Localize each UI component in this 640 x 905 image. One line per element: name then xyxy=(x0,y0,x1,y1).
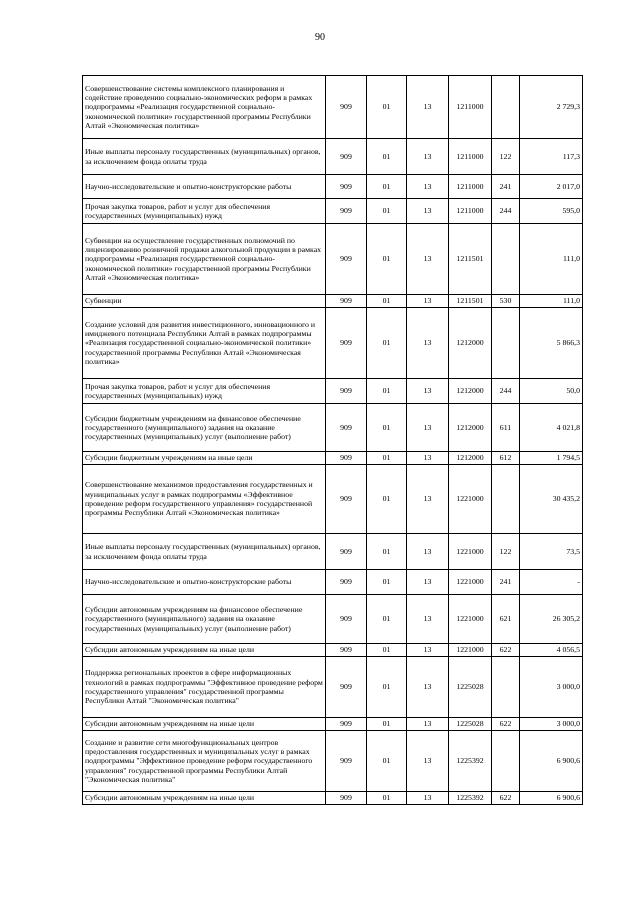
table-row xyxy=(83,379,583,404)
amount: 3 000,0 xyxy=(520,718,583,731)
row-name: Субсидии автономным учреждениям на финансовое обеспечение государственного (муниципального) задания на оказание государственных (муниципальных) услуг (выполнение работ) xyxy=(83,595,326,644)
expense-type-code: 611 xyxy=(492,404,520,452)
target-code: 1212000 xyxy=(449,404,492,452)
row-name: Субсидии бюджетным учреждениям на финансовое обеспечение государственного (муниципального) задания на оказание государственных (муниципальных) услуг (выполнение работ) xyxy=(83,404,326,452)
row-name: Иные выплаты персоналу государственных (муниципальных) органов, за исключением фонда оплаты труда xyxy=(83,139,326,175)
section-code: 01 xyxy=(367,465,407,534)
ministry-code: 909 xyxy=(326,657,367,718)
ministry-code: 909 xyxy=(326,295,367,308)
subsection-code: 13 xyxy=(407,139,449,175)
amount: 1 794,5 xyxy=(520,452,583,465)
ministry-code: 909 xyxy=(326,175,367,199)
ministry-code: 909 xyxy=(326,224,367,295)
expense-type-code: 122 xyxy=(492,139,520,175)
row-name: Совершенствование механизмов предоставления государственных и муниципальных услуг в рамках подпрограммы «Эффективное проведение реформ государственного управления» государственной программы Республики Алтай «Экономическая политика» xyxy=(83,465,326,534)
target-code: 1212000 xyxy=(449,379,492,404)
amount: 3 000,0 xyxy=(520,657,583,718)
subsection-code: 13 xyxy=(407,379,449,404)
target-code: 1211000 xyxy=(449,175,492,199)
row-name: Научно-исследовательские и опытно-конструкторские работы xyxy=(83,175,326,199)
subsection-code: 13 xyxy=(407,224,449,295)
section-code: 01 xyxy=(367,404,407,452)
ministry-code: 909 xyxy=(326,465,367,534)
subsection-code: 13 xyxy=(407,644,449,657)
expense-type-code: 530 xyxy=(492,295,520,308)
ministry-code: 909 xyxy=(326,731,367,792)
section-code: 01 xyxy=(367,644,407,657)
row-name: Иные выплаты персоналу государственных (муниципальных) органов, за исключением фонда оплаты труда xyxy=(83,534,326,570)
expense-type-code: 122 xyxy=(492,534,520,570)
section-code: 01 xyxy=(367,534,407,570)
subsection-code: 13 xyxy=(407,308,449,379)
subsection-code: 13 xyxy=(407,175,449,199)
amount: 2 017,0 xyxy=(520,175,583,199)
table-row xyxy=(83,595,583,644)
row-name: Прочая закупка товаров, работ и услуг для обеспечения государственных (муниципальных) нужд xyxy=(83,379,326,404)
amount: 6 900,6 xyxy=(520,731,583,792)
target-code: 1225392 xyxy=(449,792,492,805)
table-row xyxy=(83,792,583,805)
table-row xyxy=(83,718,583,731)
subsection-code: 13 xyxy=(407,657,449,718)
section-code: 01 xyxy=(367,224,407,295)
ministry-code: 909 xyxy=(326,792,367,805)
row-name: Создание и развитие сети многофункциональных центров предоставления государственных и муниципальных услуг в рамках подпрограммы "Эффективное проведение реформ государственного управления" государственной программы Республики Алтай "Экономическая политика" xyxy=(83,731,326,792)
amount: 111,0 xyxy=(520,295,583,308)
ministry-code: 909 xyxy=(326,199,367,224)
target-code: 1212000 xyxy=(449,308,492,379)
section-code: 01 xyxy=(367,792,407,805)
expense-type-code: 622 xyxy=(492,644,520,657)
target-code: 1221000 xyxy=(449,595,492,644)
section-code: 01 xyxy=(367,570,407,595)
amount: 595,0 xyxy=(520,199,583,224)
expense-type-code xyxy=(492,731,520,792)
target-code: 1221000 xyxy=(449,465,492,534)
table-row xyxy=(83,452,583,465)
section-code: 01 xyxy=(367,199,407,224)
target-code: 1225028 xyxy=(449,657,492,718)
subsection-code: 13 xyxy=(407,718,449,731)
expense-type-code xyxy=(492,308,520,379)
table-row xyxy=(83,465,583,534)
amount: 5 866,3 xyxy=(520,308,583,379)
amount: 50,0 xyxy=(520,379,583,404)
table-row xyxy=(83,731,583,792)
target-code: 1211501 xyxy=(449,224,492,295)
section-code: 01 xyxy=(367,718,407,731)
ministry-code: 909 xyxy=(326,718,367,731)
expense-type-code: 241 xyxy=(492,570,520,595)
subsection-code: 13 xyxy=(407,595,449,644)
page-number: 90 xyxy=(315,32,325,43)
amount: 73,5 xyxy=(520,534,583,570)
ministry-code: 909 xyxy=(326,76,367,139)
amount: 4 056,5 xyxy=(520,644,583,657)
section-code: 01 xyxy=(367,139,407,175)
table-row xyxy=(83,308,583,379)
row-name: Научно-исследовательские и опытно-конструкторские работы xyxy=(83,570,326,595)
expense-type-code: 621 xyxy=(492,595,520,644)
expense-type-code: 622 xyxy=(492,792,520,805)
row-name: Субвенции xyxy=(83,295,326,308)
table-row xyxy=(83,404,583,452)
section-code: 01 xyxy=(367,175,407,199)
subsection-code: 13 xyxy=(407,199,449,224)
section-code: 01 xyxy=(367,595,407,644)
table-row xyxy=(83,534,583,570)
table-row xyxy=(83,224,583,295)
expense-type-code: 622 xyxy=(492,718,520,731)
amount: 4 021,8 xyxy=(520,404,583,452)
table-row xyxy=(83,295,583,308)
target-code: 1225392 xyxy=(449,731,492,792)
subsection-code: 13 xyxy=(407,452,449,465)
section-code: 01 xyxy=(367,295,407,308)
amount: 26 305,2 xyxy=(520,595,583,644)
ministry-code: 909 xyxy=(326,379,367,404)
target-code: 1211000 xyxy=(449,76,492,139)
ministry-code: 909 xyxy=(326,534,367,570)
subsection-code: 13 xyxy=(407,295,449,308)
expense-type-code xyxy=(492,76,520,139)
target-code: 1221000 xyxy=(449,534,492,570)
section-code: 01 xyxy=(367,657,407,718)
subsection-code: 13 xyxy=(407,792,449,805)
table-row xyxy=(83,199,583,224)
row-name: Субсидии автономным учреждениям на иные цели xyxy=(83,792,326,805)
expense-type-code: 244 xyxy=(492,199,520,224)
subsection-code: 13 xyxy=(407,404,449,452)
target-code: 1211501 xyxy=(449,295,492,308)
row-name: Поддержка региональных проектов в сфере информационных технологий в рамках подпрограммы "Эффективное проведение реформ государственного управления" государственной программы Республики Алтай "Экономическая политика" xyxy=(83,657,326,718)
table-row xyxy=(83,657,583,718)
row-name: Субсидии бюджетным учреждениям на иные цели xyxy=(83,452,326,465)
subsection-code: 13 xyxy=(407,731,449,792)
ministry-code: 909 xyxy=(326,452,367,465)
subsection-code: 13 xyxy=(407,570,449,595)
amount: - xyxy=(520,570,583,595)
target-code: 1211000 xyxy=(449,199,492,224)
ministry-code: 909 xyxy=(326,308,367,379)
target-code: 1225028 xyxy=(449,718,492,731)
budget-table xyxy=(82,75,583,805)
expense-type-code xyxy=(492,657,520,718)
row-name: Прочая закупка товаров, работ и услуг для обеспечения государственных (муниципальных) нужд xyxy=(83,199,326,224)
expense-type-code xyxy=(492,465,520,534)
section-code: 01 xyxy=(367,308,407,379)
amount: 30 435,2 xyxy=(520,465,583,534)
row-name: Субсидии автономным учреждениям на иные цели xyxy=(83,644,326,657)
expense-type-code: 244 xyxy=(492,379,520,404)
expense-type-code xyxy=(492,224,520,295)
table-row xyxy=(83,644,583,657)
row-name: Субсидии автономным учреждениям на иные цели xyxy=(83,718,326,731)
amount: 2 729,3 xyxy=(520,76,583,139)
expense-type-code: 241 xyxy=(492,175,520,199)
table-row xyxy=(83,175,583,199)
ministry-code: 909 xyxy=(326,404,367,452)
ministry-code: 909 xyxy=(326,644,367,657)
section-code: 01 xyxy=(367,731,407,792)
target-code: 1211000 xyxy=(449,139,492,175)
target-code: 1221000 xyxy=(449,644,492,657)
subsection-code: 13 xyxy=(407,76,449,139)
target-code: 1212000 xyxy=(449,452,492,465)
subsection-code: 13 xyxy=(407,534,449,570)
section-code: 01 xyxy=(367,452,407,465)
target-code: 1221000 xyxy=(449,570,492,595)
ministry-code: 909 xyxy=(326,595,367,644)
amount: 6 900,6 xyxy=(520,792,583,805)
table-row xyxy=(83,570,583,595)
row-name: Создание условий для развития инвестиционного, инновационного и имиджевого потенциала Республики Алтай в рамках подпрограммы «Реализация государственной социально-экономической политики» государственной программы Республики Алтай «Экономическая политика» xyxy=(83,308,326,379)
amount: 117,3 xyxy=(520,139,583,175)
table-row xyxy=(83,76,583,139)
ministry-code: 909 xyxy=(326,570,367,595)
subsection-code: 13 xyxy=(407,465,449,534)
section-code: 01 xyxy=(367,76,407,139)
expense-type-code: 612 xyxy=(492,452,520,465)
amount: 111,0 xyxy=(520,224,583,295)
section-code: 01 xyxy=(367,379,407,404)
table-row xyxy=(83,139,583,175)
ministry-code: 909 xyxy=(326,139,367,175)
row-name: Субвенции на осуществление государственных полномочий по лицензированию розничной продажи алкогольной продукции в рамках подпрограммы «Реализация государственной социально-экономической политики» государственной программы Республики Алтай «Экономическая политика» xyxy=(83,224,326,295)
row-name: Совершенствование системы комплексного планирования и содействие проведению социально-экономических реформ в рамках подпрограммы «Реализация государственной социально-экономической политики» государственной программы Республики Алтай «Экономическая политика» xyxy=(83,76,326,139)
